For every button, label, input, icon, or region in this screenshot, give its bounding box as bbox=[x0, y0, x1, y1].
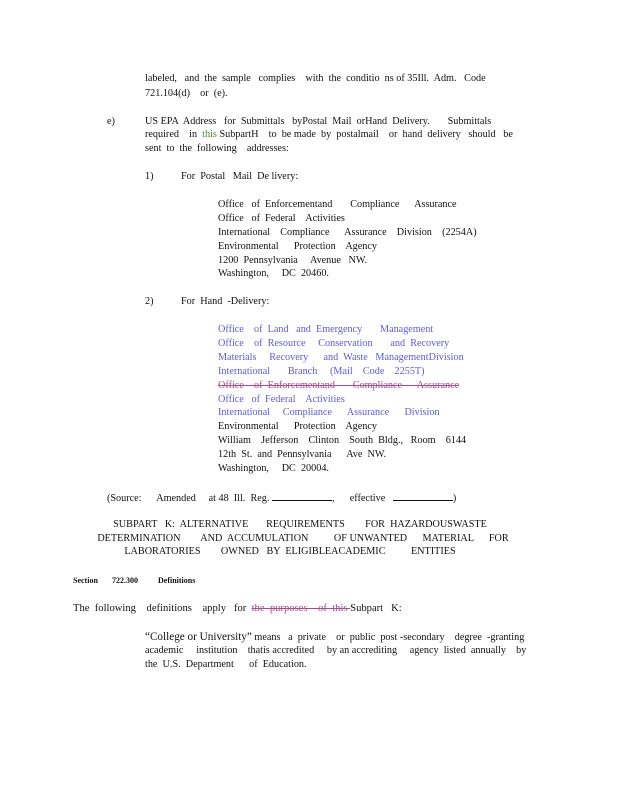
item-2-marker: 2) bbox=[145, 296, 154, 307]
struck-text: the purposes of this bbox=[251, 603, 351, 614]
defined-term: “College or University” bbox=[145, 631, 252, 643]
section-title: Definitions bbox=[158, 576, 196, 585]
definitions-intro-b: Subpart K: bbox=[350, 603, 402, 614]
blank-effective-date bbox=[393, 491, 453, 501]
paragraph-e-line-2-a: required in bbox=[145, 129, 203, 140]
address-1-line: 1200 Pennsylvania Avenue NW. bbox=[218, 255, 368, 266]
continuation-line-1: labeled, and the sample complies with the conditio ns of 35Ill. Adm. Code bbox=[145, 73, 486, 84]
source-note-b: , effective bbox=[331, 493, 393, 504]
definition-line-1-rest: means a private or public post -secondary degree -granting bbox=[251, 632, 525, 643]
subpart-heading-line-1: SUBPART K: ALTERNATIVE REQUIREMENTS FOR HAZARDOUSWASTE bbox=[113, 519, 487, 530]
source-note-a: (Source: Amended at 48 Ill. Reg. bbox=[107, 493, 272, 504]
definitions-intro bbox=[73, 603, 402, 615]
subpart-heading-line-3: LABORATORIES OWNED BY ELIGIBLEACADEMIC ENTITIES bbox=[124, 546, 456, 557]
paragraph-marker-e: e) bbox=[107, 116, 115, 127]
definition-line-3: the U.S. Department of Education. bbox=[145, 659, 307, 670]
address-1-line: International Compliance Assurance Division (2254A) bbox=[218, 227, 477, 238]
address-1-line: Environmental Protection Agency bbox=[218, 241, 378, 252]
inserted-address-line: International Compliance Assurance Division bbox=[218, 407, 440, 418]
inserted-address-line: Office of Federal Activities bbox=[218, 394, 345, 405]
address-1-line: Office of Federal Activities bbox=[218, 213, 345, 224]
inserted-address-line: Office of Land and Emergency Management bbox=[218, 324, 434, 335]
address-2-line: Environmental Protection Agency bbox=[218, 421, 378, 432]
definition-line-2: academic institution thatis accredited by an accrediting agency listed annually by bbox=[145, 645, 527, 656]
item-1-marker: 1) bbox=[145, 171, 154, 182]
paragraph-e-line-1: US EPA Address for Submittals byPostal Mail orHand Delivery. Submittals bbox=[145, 116, 492, 127]
inserted-address-line: Office of Resource Conservation and Recovery bbox=[218, 338, 450, 349]
paragraph-e-line-2 bbox=[145, 129, 513, 141]
struck-address-line: Office of Enforcementand Compliance Assurance bbox=[218, 380, 460, 391]
section-label: Section bbox=[73, 576, 98, 585]
address-2-line: 12th St. and Pennsylvania Ave NW. bbox=[218, 449, 387, 460]
inserted-address-line: Materials Recovery and Waste ManagementDivision bbox=[218, 352, 464, 363]
item-2-label: For Hand -Delivery: bbox=[181, 296, 270, 307]
source-note bbox=[107, 491, 456, 505]
paragraph-e-line-3: sent to the following addresses: bbox=[145, 143, 289, 154]
address-1-line: Washington, DC 20460. bbox=[218, 268, 329, 279]
address-2-line: Washington, DC 20004. bbox=[218, 463, 329, 474]
inserted-text: this bbox=[202, 129, 217, 140]
source-note-c: ) bbox=[452, 493, 457, 504]
item-1-label: For Postal Mail De livery: bbox=[181, 171, 299, 182]
continuation-line-2: 721.104(d) or (e). bbox=[145, 88, 228, 99]
definitions-intro-a: The following definitions apply for bbox=[73, 603, 252, 614]
blank-register-page bbox=[272, 491, 332, 501]
inserted-address-line: International Branch (Mail Code 2255T) bbox=[218, 366, 425, 377]
subpart-heading-line-2: DETERMINATION AND ACCUMULATION OF UNWANTED MATERIAL FOR bbox=[97, 533, 509, 544]
section-number: 722.300 bbox=[112, 576, 138, 585]
address-1-line: Office of Enforcementand Compliance Assurance bbox=[218, 199, 457, 210]
definition-line-1 bbox=[145, 631, 524, 644]
address-2-line: William Jefferson Clinton South Bldg., Room 6144 bbox=[218, 435, 467, 446]
paragraph-e-line-2-b: SubpartH to be made by postalmail or hand delivery should be bbox=[216, 129, 513, 140]
